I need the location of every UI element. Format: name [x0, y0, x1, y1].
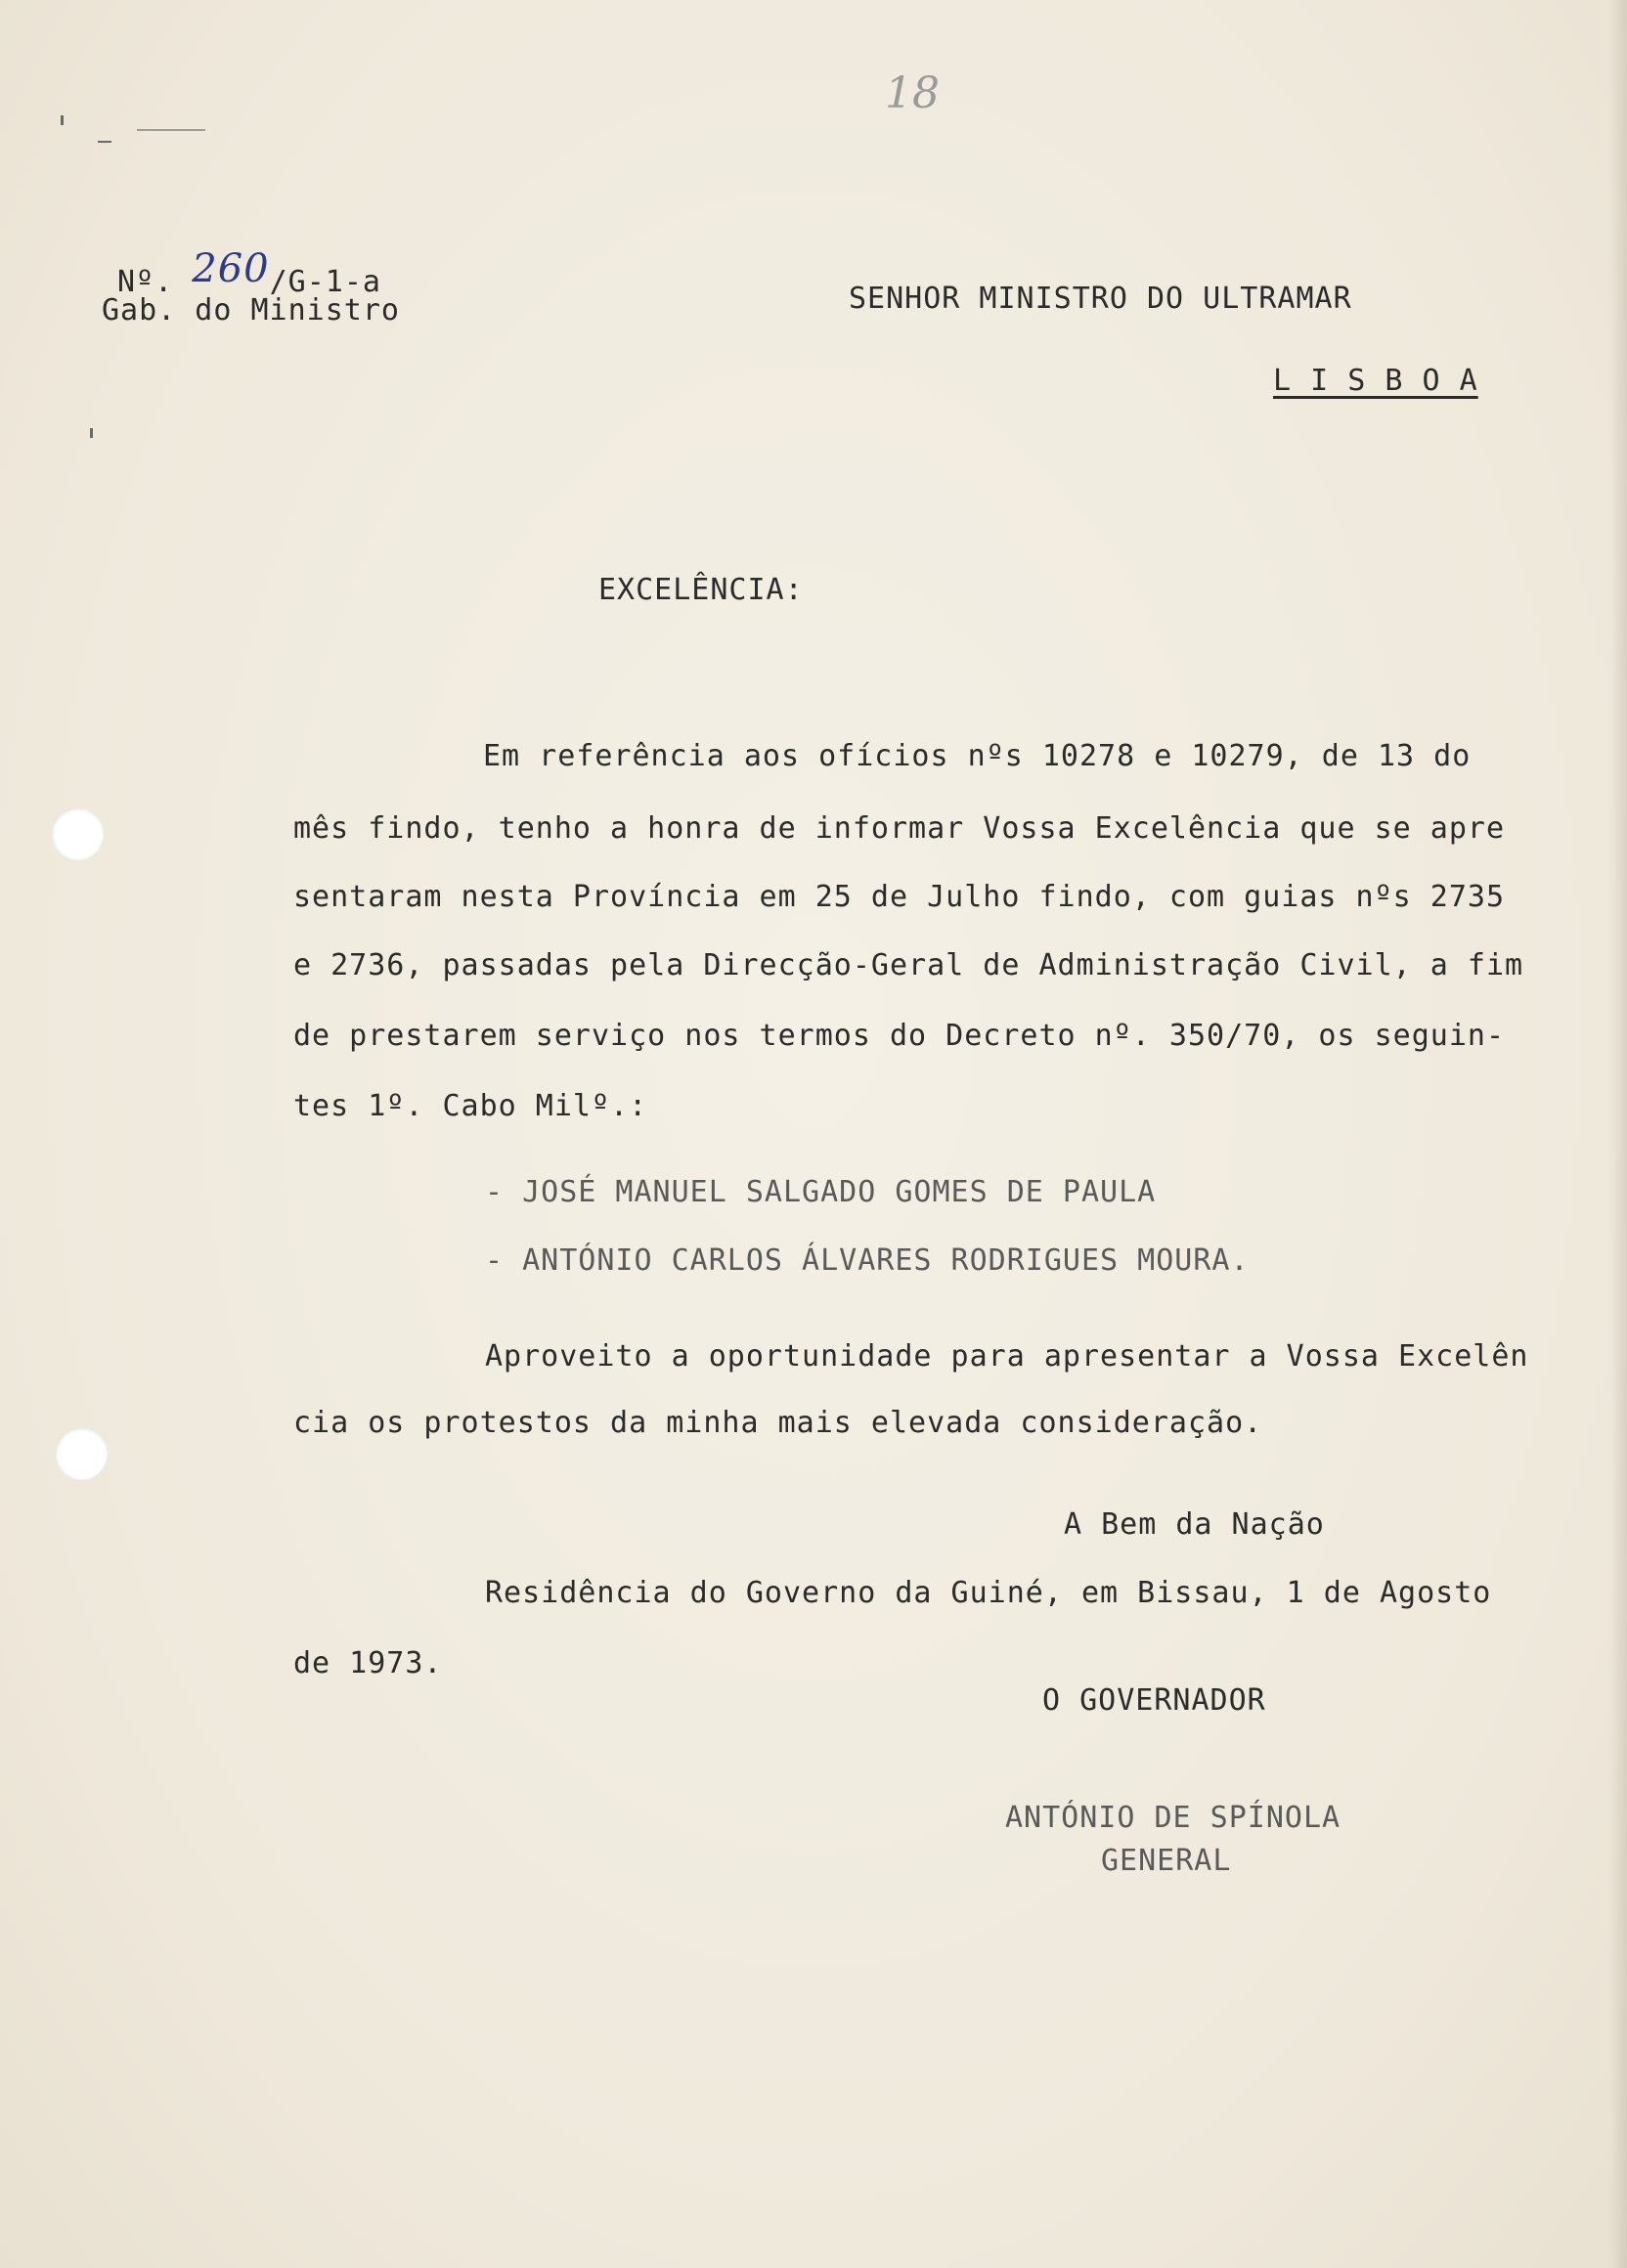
name-list-item: - JOSÉ MANUEL SALGADO GOMES DE PAULA [485, 1175, 1157, 1209]
closing-motto: A Bem da Nação [1064, 1507, 1325, 1542]
body-line: tes 1º. Cabo Milº.: [293, 1089, 648, 1123]
signatory-rank: GENERAL [1101, 1844, 1232, 1878]
signatory-title: O GOVERNADOR [1042, 1683, 1266, 1718]
page-edge-shadow [1609, 0, 1627, 2268]
body-line: cia os protestos da minha mais elevada consideração. [293, 1406, 1263, 1440]
place-date-line: Residência do Governo da Guiné, em Bissau, 1 de Agosto [485, 1576, 1492, 1610]
page-number-pencil: 18 [885, 68, 940, 118]
body-line: e 2736, passadas pela Direcção-Geral de Administração Civil, a fim [293, 948, 1524, 982]
body-line: Em referência aos ofícios nºs 10278 e 10279, de 13 do [483, 739, 1472, 773]
punch-hole [55, 1427, 108, 1480]
destination-city: L I S B O A [1273, 364, 1478, 398]
office-name: Gab. do Ministro [102, 293, 400, 327]
ref-suffix: /G-1-a [269, 265, 381, 299]
addressee: SENHOR MINISTRO DO ULTRAMAR [849, 282, 1352, 316]
ref-prefix: Nº. [117, 265, 174, 299]
signatory-name: ANTÓNIO DE SPÍNOLA [1005, 1801, 1341, 1835]
body-line: Aproveito a oportunidade para apresentar a Vossa Excelên [485, 1339, 1529, 1374]
salutation: EXCELÊNCIA: [598, 573, 804, 607]
body-line: de prestarem serviço nos termos do Decreto nº. 350/70, os seguin- [293, 1019, 1505, 1053]
body-line: sentaram nesta Província em 25 de Julho findo, com guias nºs 2735 [293, 880, 1505, 914]
ref-number-handwritten: 260 [192, 246, 270, 291]
place-date-line: de 1973. [293, 1646, 443, 1680]
body-line: mês findo, tenho a honra de informar Vossa Excelência que se apre [293, 811, 1505, 846]
stray-mark [61, 115, 64, 125]
punch-hole [51, 807, 104, 860]
stray-mark [98, 141, 111, 143]
stray-mark [137, 129, 205, 131]
stray-mark [90, 428, 93, 438]
name-list-item: - ANTÓNIO CARLOS ÁLVARES RODRIGUES MOURA. [485, 1243, 1250, 1278]
